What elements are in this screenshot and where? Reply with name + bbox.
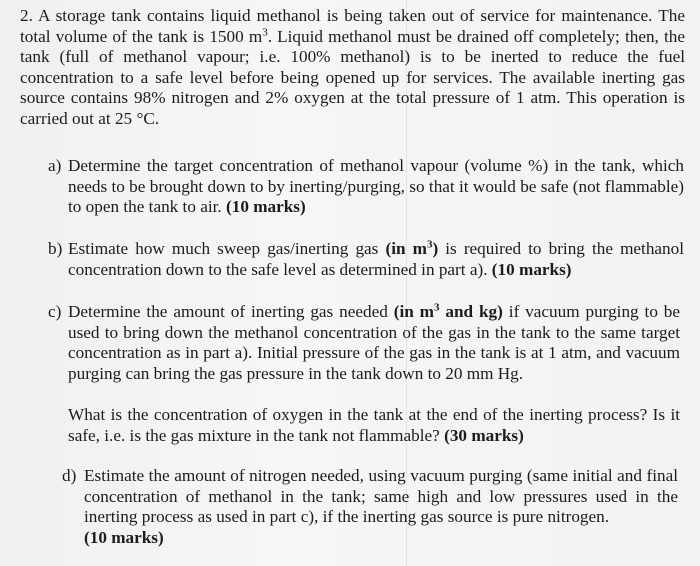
part-c-unit — [394, 302, 503, 321]
part-c-label: c) — [48, 302, 62, 321]
part-d — [62, 466, 678, 556]
part-b — [48, 239, 684, 289]
part-c-followup — [68, 405, 680, 455]
question-intro — [20, 6, 685, 130]
part-b-unit — [385, 239, 438, 258]
part-a-text: Determine the target concentration of methanol vapour (volume %) in the tank, which needs to be brought down to by inerting/purging, so that it would be safe (not flammable) to open the tank to air. — [68, 156, 684, 217]
part-b-unit-sup: 3 — [426, 238, 433, 251]
part-d-label: d) — [62, 466, 77, 485]
part-b-marks: (10 marks) — [491, 259, 572, 279]
part-a — [48, 156, 684, 226]
part-d-text: Estimate the amount of nitrogen needed, using vacuum purging (same initial and final concentration of methanol in the tank; same high and low pressures used in the inerting process as used in part c), if the inerting gas source is pure nitrogen. — [84, 466, 678, 527]
part-b-text-block — [68, 239, 684, 280]
part-c-unit-sup: 3 — [434, 301, 440, 314]
part-b-unit-pre: (in m — [385, 239, 427, 258]
part-c-text-pre: Determine the amount of inerting gas needed — [68, 302, 388, 321]
part-c-followup-text: What is the concentration of oxygen in the tank at the end of the inerting process? Is it safe, i.e. is the gas mixture in the tank not flammable? — [68, 405, 680, 445]
part-c-text-post: if vacuum purging to be used to bring down the methanol concentration of the gas in the tank to the same target concentration as in part a). Initial pressure of the gas in the tank is at 1 atm, and vacuum purging can bring the gas pressure in the tank down to 20 mm Hg. — [68, 302, 681, 383]
intro-text-pre: 2. A storage tank contains liquid methanol is being taken out of service for maintenance. The total volume of the tank is 1500 m — [20, 6, 685, 46]
part-c-unit-post: and kg) — [439, 302, 503, 321]
part-a-label: a) — [48, 156, 62, 175]
part-d-marks: (10 marks) — [84, 527, 164, 547]
part-d-text-block — [84, 466, 678, 548]
part-a-marks: (10 marks) — [226, 197, 306, 217]
part-c — [48, 302, 680, 392]
part-c-unit-pre: (in m — [393, 302, 434, 321]
part-b-text-post: is required to bring the methanol concentration down to the safe level as determined in part a). — [68, 239, 685, 279]
intro-superscript: 3 — [262, 25, 268, 38]
part-b-text-pre: Estimate how much sweep gas/inerting gas — [68, 239, 379, 258]
part-c-marks: (30 marks) — [444, 425, 524, 445]
part-b-unit-post: ) — [432, 239, 439, 258]
part-c-text-block — [68, 302, 680, 384]
part-b-label: b) — [48, 239, 63, 258]
part-a-text-block — [68, 156, 684, 218]
intro-text-post: . Liquid methanol must be drained off completely; then, the tank (full of methanol vapour; i.e. 100% methanol) is to be inerted to reduce the fuel concentration to a safe level before being opened up for services. The available inerting gas source contains 98% nitrogen and 2% oxygen at the total pressure of 1 atm. This operation is carried out at 25 °C. — [20, 26, 685, 128]
